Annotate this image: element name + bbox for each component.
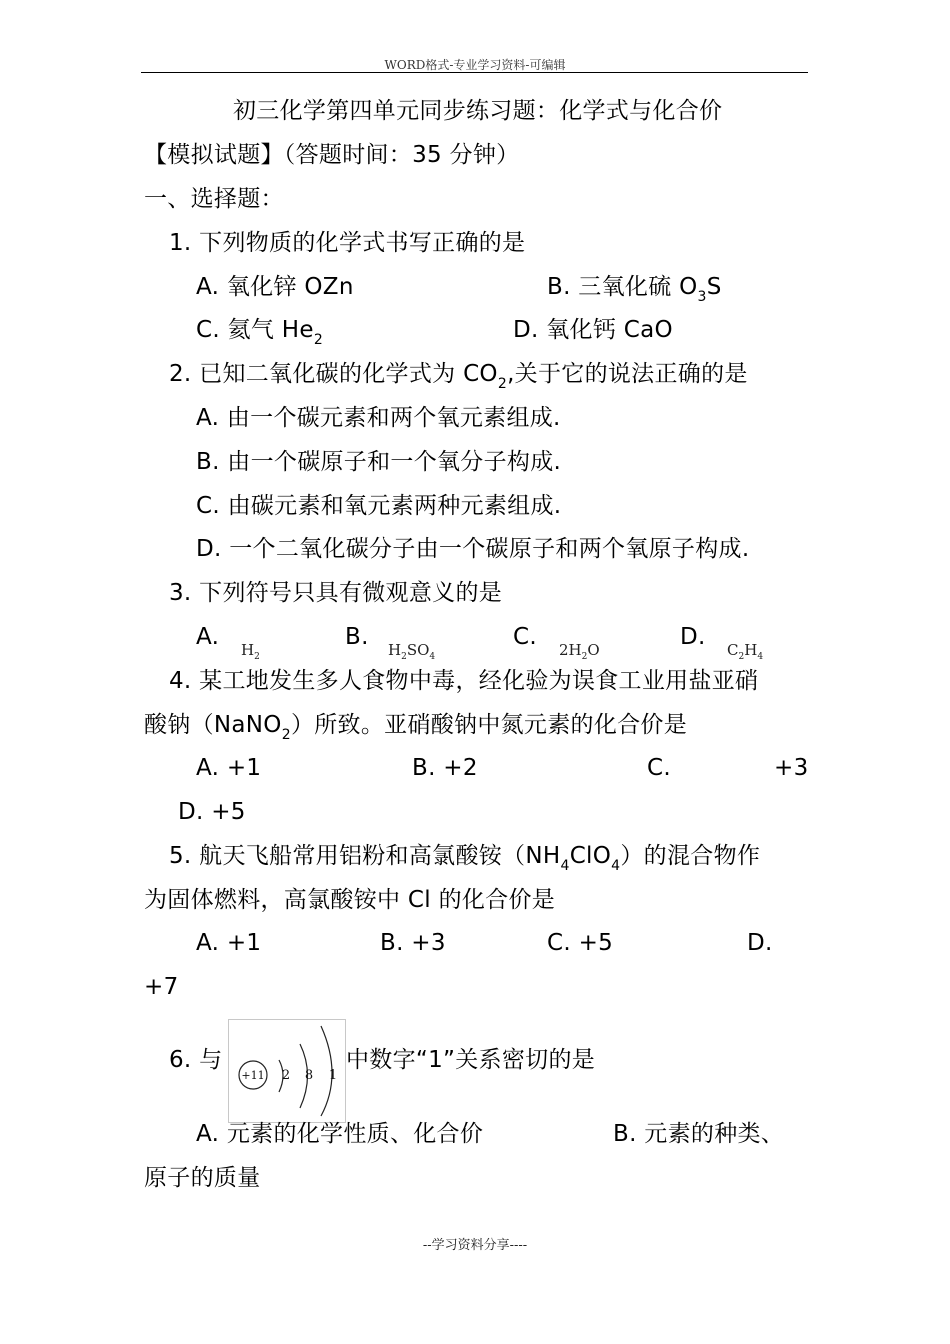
q1-stem: 1. 下列物质的化学式书写正确的是	[169, 230, 526, 256]
q5-option-c: C. +5	[547, 930, 614, 956]
header-rule	[141, 72, 808, 73]
shell-3-electrons: 1	[328, 1068, 338, 1083]
q2-stem: 2. 已知二氧化碳的化学式为 $CO_2$,关于它的说法正确的是	[169, 361, 748, 392]
q6-option-b: B. 元素的种类、	[613, 1121, 785, 1147]
q4-stem-line2: 酸钠（NaNO$_2$）所致。亚硝酸钠中氮元素的化合价是	[144, 712, 688, 743]
q3-option-a: A.	[196, 624, 220, 650]
page-header: WORD格式-专业学习资料-可编辑	[384, 58, 566, 72]
exam-info: 【模拟试题】（答题时间：35 分钟）	[144, 142, 520, 168]
q1-option-c: C. 氦气 $He_2$	[196, 317, 324, 348]
q5-option-a: A. +1	[196, 930, 262, 956]
q5-option-d-value: +7	[144, 974, 179, 1000]
q1-option-a: A. 氧化锌 OZn	[196, 274, 354, 300]
q4-stem-line1: 4. 某工地发生多人食物中毒，经化验为误食工业用盐亚硝	[169, 668, 759, 694]
q5-stem-line2: 为固体燃料，高氯酸铵中 Cl 的化合价是	[144, 887, 556, 913]
q5-stem-line1: 5. 航天飞船常用铝粉和高氯酸铵$(NH_4ClO_4)$的混合物作	[169, 843, 761, 874]
q4-option-d: D. +5	[178, 799, 246, 825]
q4-option-c-value: +3	[774, 755, 809, 781]
q3-formula-a: $H_2$	[241, 641, 260, 662]
shell-1-electrons: 2	[281, 1068, 291, 1083]
q6-option-b-continued: 原子的质量	[144, 1165, 261, 1191]
q6-stem-pre: 6. 与	[169, 1047, 223, 1073]
q3-formula-c: $2H_2O$	[559, 641, 600, 662]
q3-formula-b: $H_2SO_4$	[388, 641, 436, 662]
section-heading: 一、选择题：	[144, 186, 284, 212]
q3-option-d: D.	[680, 624, 706, 650]
page-footer: --学习资料分享----	[422, 1238, 528, 1253]
q2-option-b: B. 由一个碳原子和一个氧分子构成.	[196, 449, 562, 475]
q6-option-a: A. 元素的化学性质、化合价	[196, 1121, 484, 1147]
q2-option-c: C. 由碳元素和氧元素两种元素组成.	[196, 493, 562, 519]
atom-diagram-svg	[229, 1020, 345, 1122]
q3-stem: 3. 下列符号只具有微观意义的是	[169, 580, 503, 606]
document-title: 初三化学第四单元同步练习题：化学式与化合价	[233, 98, 723, 124]
nucleus-charge: +11	[241, 1069, 265, 1082]
q5-option-b: B. +3	[380, 930, 446, 956]
q1-option-b: B. 三氧化硫 $O_3S$	[547, 274, 722, 305]
atom-structure-diagram	[228, 1019, 346, 1123]
q4-option-a: A. +1	[196, 755, 262, 781]
shell-2-electrons: 8	[304, 1068, 314, 1083]
q4-option-c-label: C.	[647, 755, 671, 781]
q2-option-d: D. 一个二氧化碳分子由一个碳原子和两个氧原子构成.	[196, 536, 750, 562]
q4-option-b: B. +2	[412, 755, 478, 781]
q6-stem-post: 中数字“1”关系密切的是	[346, 1047, 596, 1073]
q1-option-d: D. 氧化钙 CaO	[513, 317, 673, 343]
q2-option-a: A. 由一个碳元素和两个氧元素组成.	[196, 405, 561, 431]
q5-option-d-label: D.	[747, 930, 773, 956]
q3-option-b: B.	[345, 624, 369, 650]
q3-formula-d: $C_2H_4$	[727, 641, 764, 662]
q3-option-c: C.	[513, 624, 537, 650]
